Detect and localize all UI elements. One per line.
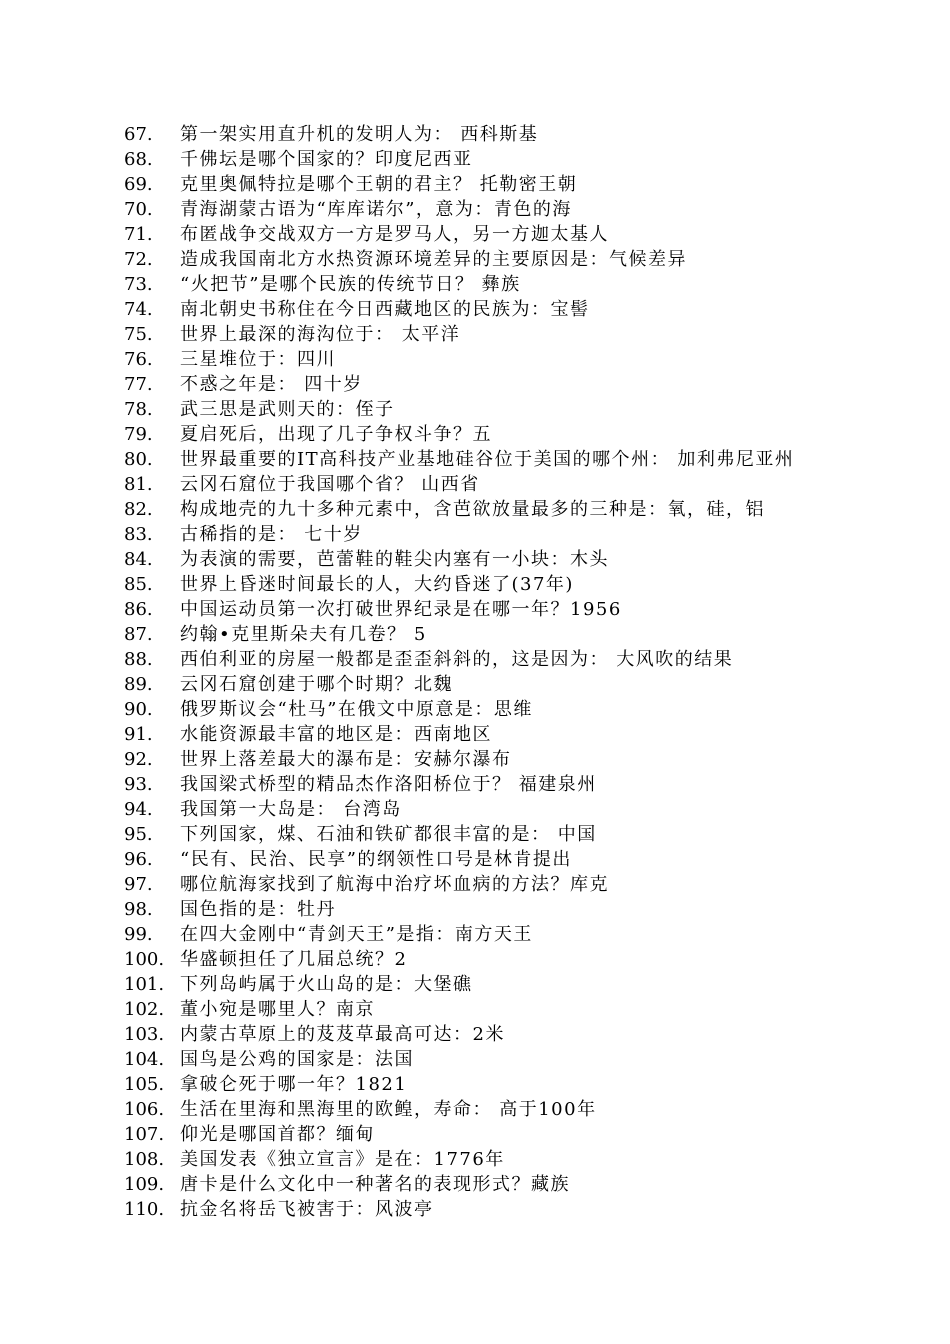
- item-text: 第一架实用直升机的发明人为： 西科斯基: [180, 124, 539, 145]
- list-item: [124, 447, 854, 472]
- list-item: [124, 922, 854, 947]
- item-text: 千佛坛是哪个国家的？印度尼西亚: [180, 149, 473, 170]
- item-number: 103.: [124, 1024, 165, 1045]
- list-item: [124, 847, 854, 872]
- item-text: 布匿战争交战双方一方是罗马人，另一方迦太基人: [180, 224, 609, 245]
- list-item: [124, 972, 854, 997]
- list-item: [124, 797, 854, 822]
- item-text: 美国发表《独立宣言》是在：1776年: [180, 1149, 505, 1170]
- item-text: 约翰•克里斯朵夫有几卷？ 5: [180, 624, 427, 645]
- item-number: 102.: [124, 999, 165, 1020]
- item-text: 仰光是哪国首都？缅甸: [180, 1124, 375, 1145]
- list-item: [124, 1047, 854, 1072]
- list-item: [124, 322, 854, 347]
- item-text: 为表演的需要，芭蕾鞋的鞋尖内塞有一小块：木头: [180, 549, 609, 570]
- list-item: [124, 1022, 854, 1047]
- item-text: 不惑之年是： 四十岁: [180, 374, 363, 395]
- item-number: 92.: [124, 749, 153, 770]
- item-text: 中国运动员第一次打破世界纪录是在哪一年？1956: [180, 599, 622, 620]
- item-number: 70.: [124, 199, 153, 220]
- item-text: 三星堆位于：四川: [180, 349, 336, 370]
- item-text: 我国第一大岛是： 台湾岛: [180, 799, 402, 820]
- item-text: 武三思是武则天的：侄子: [180, 399, 395, 420]
- list-item: [124, 172, 854, 197]
- item-text: 夏启死后，出现了几子争权斗争？五: [180, 424, 492, 445]
- item-text: 下列国家，煤、石油和铁矿都很丰富的是： 中国: [180, 824, 597, 845]
- item-text: 华盛顿担任了几届总统？2: [180, 949, 408, 970]
- list-item: [124, 1172, 854, 1197]
- item-number: 97.: [124, 874, 153, 895]
- list-item: [124, 997, 854, 1022]
- list-item: [124, 472, 854, 497]
- list-item: [124, 597, 854, 622]
- list-item: [124, 1147, 854, 1172]
- item-text: 云冈石窟创建于哪个时期？北魏: [180, 674, 453, 695]
- item-text: 俄罗斯议会“杜马”在俄文中原意是：思维: [180, 699, 533, 720]
- item-number: 109.: [124, 1174, 165, 1195]
- item-number: 85.: [124, 574, 153, 595]
- item-text: 世界最重要的IT高科技产业基地硅谷位于美国的哪个州： 加利弗尼亚州: [180, 449, 795, 470]
- list-item: [124, 1097, 854, 1122]
- item-number: 81.: [124, 474, 153, 495]
- item-number: 108.: [124, 1149, 165, 1170]
- item-number: 79.: [124, 424, 153, 445]
- list-item: [124, 622, 854, 647]
- item-number: 87.: [124, 624, 153, 645]
- list-item: [124, 647, 854, 672]
- list-item: [124, 1122, 854, 1147]
- list-item: [124, 347, 854, 372]
- list-item: [124, 297, 854, 322]
- item-number: 68.: [124, 149, 153, 170]
- list-item: [124, 272, 854, 297]
- item-text: 下列岛屿属于火山岛的是：大堡礁: [180, 974, 473, 995]
- item-number: 105.: [124, 1074, 165, 1095]
- list-item: [124, 822, 854, 847]
- list-item: [124, 422, 854, 447]
- item-text: 生活在里海和黑海里的欧鳇，寿命： 高于100年: [180, 1099, 597, 1120]
- item-text: 世界上昏迷时间最长的人，大约昏迷了(37年): [180, 574, 574, 595]
- item-text: 青海湖蒙古语为“库库诺尔”，意为：青色的海: [180, 199, 572, 220]
- item-number: 82.: [124, 499, 153, 520]
- item-number: 88.: [124, 649, 153, 670]
- item-text: 克里奥佩特拉是哪个王朝的君主？ 托勒密王朝: [180, 174, 578, 195]
- item-text: 国鸟是公鸡的国家是：法国: [180, 1049, 414, 1070]
- item-number: 96.: [124, 849, 153, 870]
- list-item: [124, 547, 854, 572]
- item-number: 89.: [124, 674, 153, 695]
- item-number: 91.: [124, 724, 153, 745]
- item-text: 云冈石窟位于我国哪个省？ 山西省: [180, 474, 480, 495]
- item-number: 67.: [124, 124, 153, 145]
- item-number: 69.: [124, 174, 153, 195]
- list-item: [124, 1072, 854, 1097]
- item-text: “民有、民治、民享”的纲领性口号是林肯提出: [180, 849, 572, 870]
- item-number: 73.: [124, 274, 153, 295]
- item-text: 造成我国南北方水热资源环境差异的主要原因是：气候差异: [180, 249, 687, 270]
- item-number: 107.: [124, 1124, 165, 1145]
- list-item: [124, 222, 854, 247]
- list-item: [124, 747, 854, 772]
- item-number: 100.: [124, 949, 165, 970]
- list-item: [124, 497, 854, 522]
- list-item: [124, 722, 854, 747]
- item-text: 唐卡是什么文化中一种著名的表现形式？藏族: [180, 1174, 570, 1195]
- list-item: [124, 872, 854, 897]
- item-text: 构成地壳的九十多种元素中，含芭欲放量最多的三种是：氧，硅，铝: [180, 499, 765, 520]
- item-number: 110.: [124, 1199, 165, 1220]
- list-item: [124, 372, 854, 397]
- list-item: [124, 247, 854, 272]
- item-number: 80.: [124, 449, 153, 470]
- list-item: [124, 1197, 854, 1222]
- item-number: 95.: [124, 824, 153, 845]
- item-number: 86.: [124, 599, 153, 620]
- item-number: 74.: [124, 299, 153, 320]
- list-item: [124, 897, 854, 922]
- item-text: 哪位航海家找到了航海中治疗坏血病的方法？库克: [180, 874, 609, 895]
- item-text: 世界上落差最大的瀑布是：安赫尔瀑布: [180, 749, 512, 770]
- item-number: 77.: [124, 374, 153, 395]
- item-text: 国色指的是：牡丹: [180, 899, 336, 920]
- item-number: 99.: [124, 924, 153, 945]
- item-text: 世界上最深的海沟位于： 太平洋: [180, 324, 461, 345]
- item-text: 古稀指的是： 七十岁: [180, 524, 363, 545]
- item-text: 南北朝史书称住在今日西藏地区的民族为：宝髻: [180, 299, 590, 320]
- list-item: [124, 197, 854, 222]
- list-item: [124, 772, 854, 797]
- list-item: [124, 397, 854, 422]
- list-item: [124, 947, 854, 972]
- item-text: 在四大金刚中“青剑天王”是指：南方天王: [180, 924, 533, 945]
- item-number: 93.: [124, 774, 153, 795]
- list-item: [124, 697, 854, 722]
- item-text: 内蒙古草原上的芨芨草最高可达：2米: [180, 1024, 505, 1045]
- item-number: 83.: [124, 524, 153, 545]
- qa-list: [124, 122, 854, 1222]
- list-item: [124, 672, 854, 697]
- list-item: [124, 147, 854, 172]
- item-number: 90.: [124, 699, 153, 720]
- item-text: 董小宛是哪里人？南京: [180, 999, 375, 1020]
- item-number: 71.: [124, 224, 153, 245]
- list-item: [124, 122, 854, 147]
- item-number: 98.: [124, 899, 153, 920]
- item-number: 75.: [124, 324, 153, 345]
- list-item: [124, 522, 854, 547]
- item-text: “火把节”是哪个民族的传统节日？ 彝族: [180, 274, 521, 295]
- item-number: 72.: [124, 249, 153, 270]
- list-item: [124, 572, 854, 597]
- item-text: 水能资源最丰富的地区是：西南地区: [180, 724, 492, 745]
- item-number: 78.: [124, 399, 153, 420]
- item-number: 84.: [124, 549, 153, 570]
- item-text: 拿破仑死于哪一年？1821: [180, 1074, 408, 1095]
- item-number: 104.: [124, 1049, 165, 1070]
- item-number: 101.: [124, 974, 165, 995]
- item-number: 94.: [124, 799, 153, 820]
- item-number: 106.: [124, 1099, 165, 1120]
- item-text: 西伯利亚的房屋一般都是歪歪斜斜的，这是因为： 大风吹的结果: [180, 649, 734, 670]
- item-text: 我国梁式桥型的精品杰作洛阳桥位于？ 福建泉州: [180, 774, 597, 795]
- item-text: 抗金名将岳飞被害于：风波亭: [180, 1199, 434, 1220]
- item-number: 76.: [124, 349, 153, 370]
